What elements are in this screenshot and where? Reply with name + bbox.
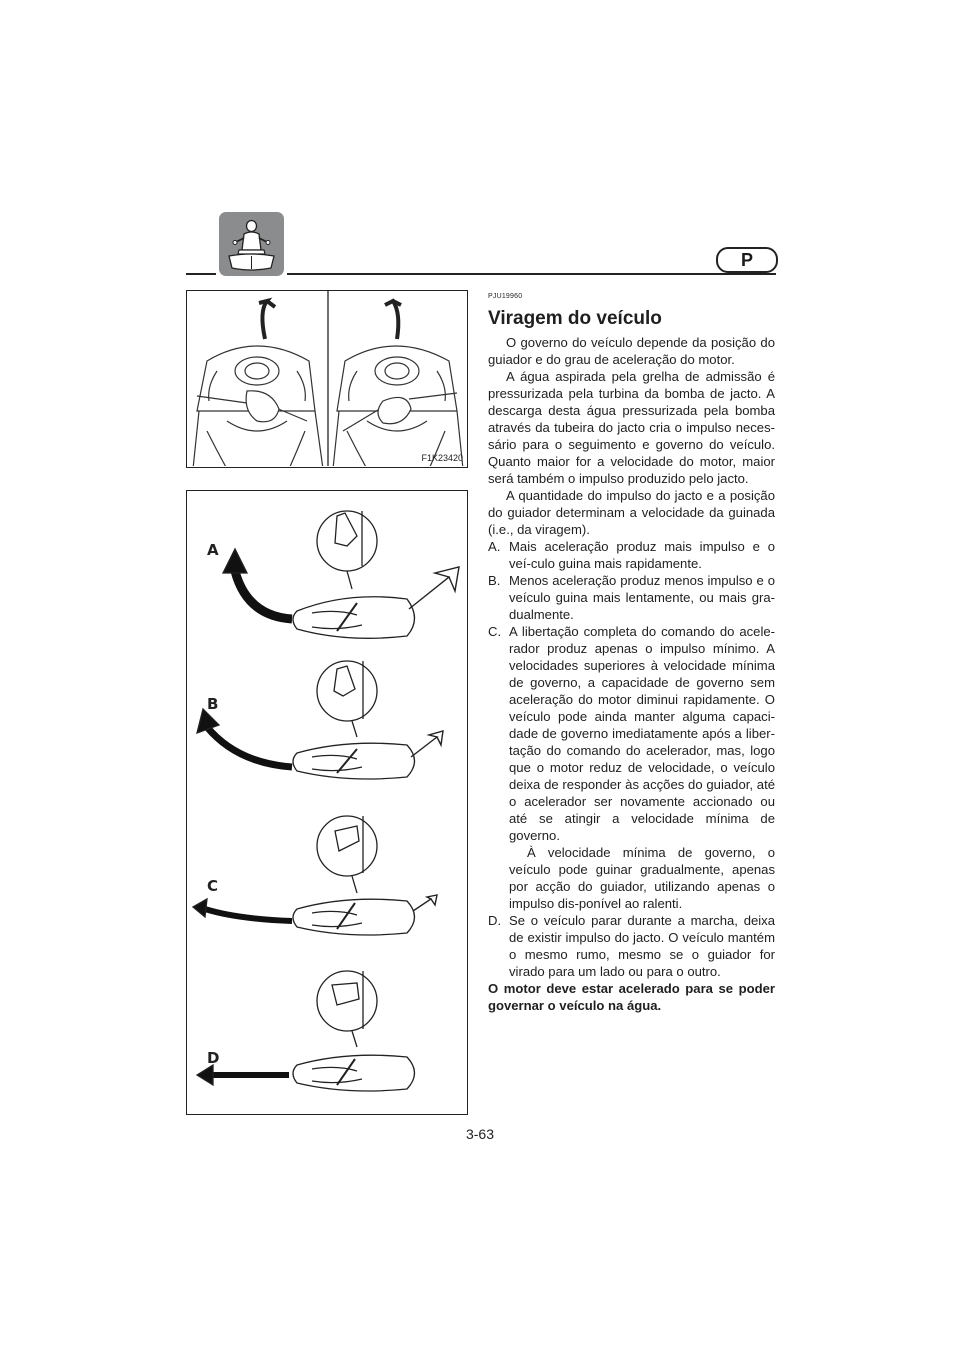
panel-label-a: A: [207, 541, 219, 559]
figure-code: F1K23420: [421, 453, 463, 463]
paragraph: A água aspirada pela grelha de admissão é pressurizada pela turbina da bomba de jacto. A descarga desta água pressurizada pela bomba através da tubeira do jacto cria o impulso neces-sário para o seguimento e governo do veículo. Quanto maior for a velocidade do motor, maior será também o impulso produzido pelo jacto.: [488, 369, 775, 486]
list-item-text: Mais aceleração produz mais impulso e o veí-culo guina mais rapidamente.: [509, 539, 775, 571]
list-item-text: A libertação completa do comando do acele-rador produz apenas o impulso mínimo. A velocidades superiores à velocidade mínima de governo, a capacidade de governo sem aceleração do motor diminui rapidamente. O veículo pode ainda manter alguma capaci-dade de governo imediatamente após a liber-tação do comando do acelerador, mas, logo que o motor reduz de velocidade, o veículo deixa de responder às acções do guiador, até o acelerador ser novamente accionado ou até se atingir a velocidade mínima de governo.: [509, 624, 775, 843]
list-item-label: B.: [488, 573, 501, 588]
paragraph: A quantidade do impulso do jacto e a posição do guiador determinam a velocidade da guinada (i.e., da viragem).: [488, 488, 775, 537]
header-rule-right: [287, 273, 776, 275]
paragraph: O governo do veículo depende da posição do guiador e do grau de aceleração do motor.: [488, 335, 775, 367]
figure-handlebar-turning: [186, 290, 468, 468]
header-rule-left: [186, 273, 216, 275]
section-title: Viragem do veículo: [488, 308, 662, 329]
list-item-continuation: À velocidade mínima de governo, o veículo pode guinar gradualmente, apenas por acção do guiador, utilizando apenas o impulso dis-ponível ao ralenti.: [509, 845, 775, 911]
panel-label-b: B: [207, 695, 219, 713]
panel-label-c: C: [207, 877, 219, 895]
list-item: [488, 538, 775, 572]
closing-note: O motor deve estar acelerado para se poder governar o veículo na água.: [488, 981, 775, 1013]
list-item-text: Se o veículo parar durante a marcha, deixa de existir impulso do jacto. O veículo mantém o mesmo rumo, mesmo se o guiador for virado para um lado ou para o outro.: [509, 913, 775, 979]
page-number: 3-63: [465, 1126, 495, 1142]
list-item: [488, 572, 775, 623]
list-item-label: C.: [488, 624, 502, 639]
text-column: [488, 288, 775, 1014]
section-code: PJU19960: [488, 293, 523, 300]
panel-label-d: D: [207, 1049, 220, 1067]
language-badge: P: [716, 247, 778, 273]
list-item-label: A.: [488, 539, 501, 554]
figure-throttle-panels: [186, 490, 468, 1115]
list-item-text: Menos aceleração produz menos impulso e o veículo guina mais lentamente, ou mais gra-dualmente.: [509, 573, 775, 622]
watercraft-rider-icon: [219, 212, 284, 276]
list-item: [488, 623, 775, 844]
list-item-label: D.: [488, 913, 502, 928]
list-item: [488, 912, 775, 980]
